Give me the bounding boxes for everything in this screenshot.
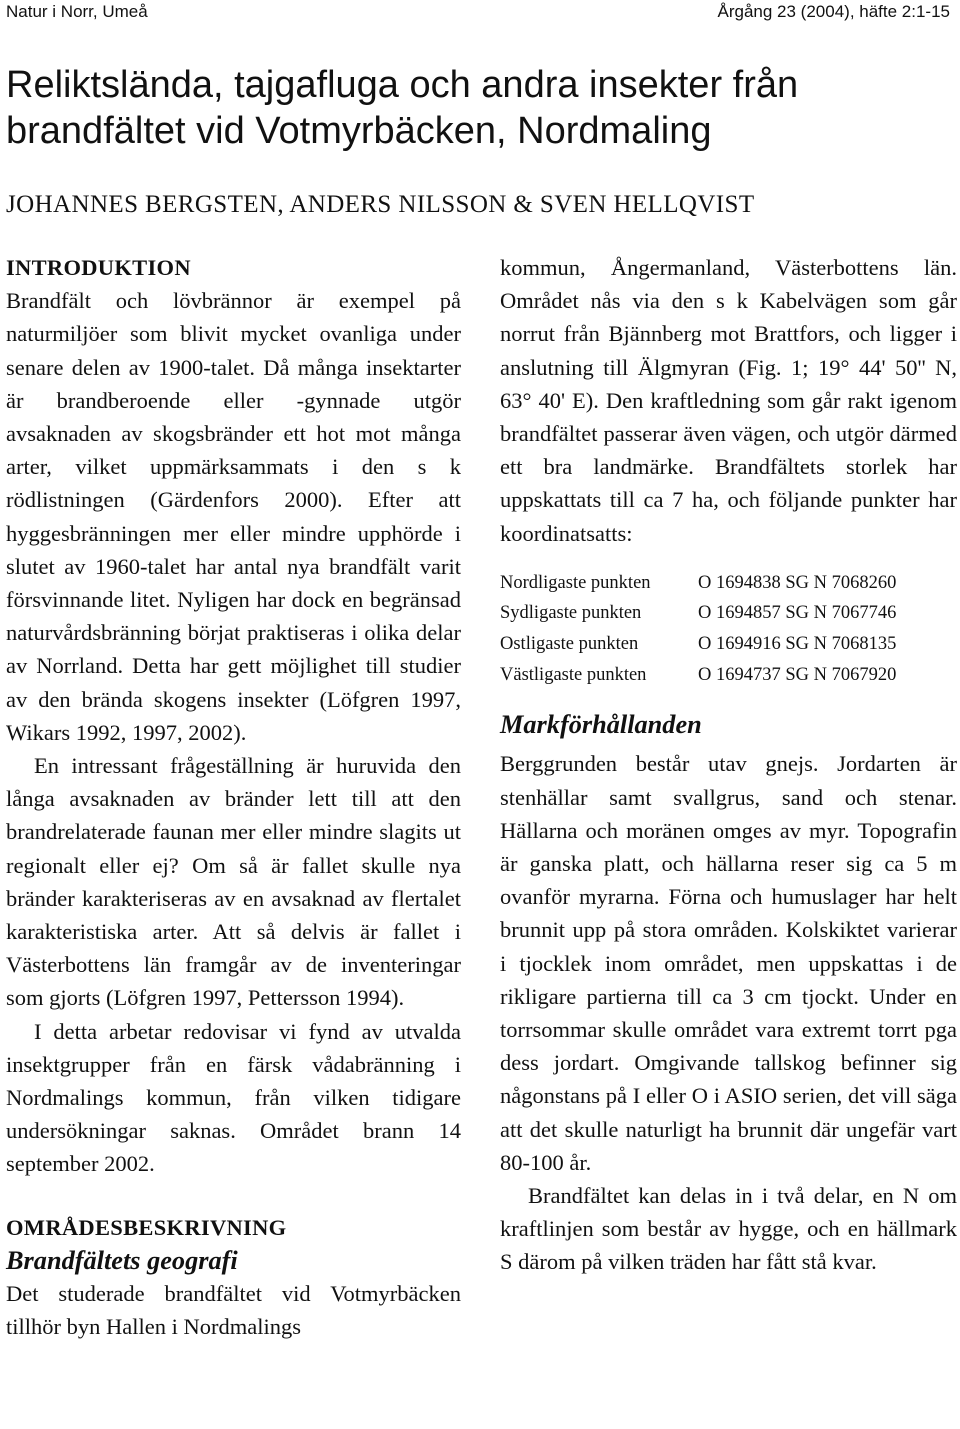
paragraph: Brandfältet kan delas in i två delar, en N om kraftlinjen som består av hygge, och en hällmark S därom på vilken träden har fått stå kvar. [500,1183,957,1275]
coordinates-table [500,568,896,690]
left-column [6,251,461,1344]
subheading-markforhallanden: Markförhållanden [500,710,702,740]
subheading-geografi: Brandfältets geografi [6,1245,238,1275]
right-column [500,251,957,1279]
coord-point: Nordligaste punkten [500,572,651,593]
coord-value: O 1694857 SG N 7067746 [698,603,897,624]
section-heading-omradesbeskrivning: OMRÅDESBESKRIVNING [6,1214,287,1240]
paragraph: En intressant frågeställning är huruvida den långa avsaknaden av bränder lett till att den brandrelaterade faunan mer eller mindre slagits ut regionalt eller ej? Om så är fallet skulle nya bränder karakteriseras av en avsaknad av flertalet karakteristiska arter. Att så delvis är fallet i Västerbottens län framgår av de inventeringar som gjorts (Löfgren 1997, Pettersson 1994). [6,753,461,1011]
coord-point: Västligaste punkten [500,664,647,685]
coord-point: Ostligaste punkten [500,634,639,655]
journal-name: Natur i Norr, Umeå [6,2,148,21]
paragraph: kommun, Ångermanland, Västerbottens län. Området nås via den s k Kabelvägen som går norrut från Bjännberg mot Brattfors, och ligger i anslutning till Älgmyran (Fig. 1; 19° 44' 50'' N, 63° 40' E). Den kraftledning som går rakt igenom brandfältet passerar även vägen, och utgör därmed ett bra landmärke. Brandfältets storlek har uppskattats till ca 7 ha, och följande punkter har koordinatsatts: [500,255,957,546]
spacer [500,690,957,708]
table-row [500,629,896,660]
authors: JOHANNES BERGSTEN, ANDERS NILSSON & SVEN HELLQVIST [6,191,755,218]
spacer [6,1181,461,1211]
coord-value: O 1694916 SG N 7068135 [698,634,897,655]
paragraph: Brandfält och lövbrännor är exempel på naturmiljöer som blivit mycket ovanliga under senare delen av 1900-talet. Då många insektarter är brandberoende eller -gynnade utgör avsaknaden av skogsbränder ett hot mot många arter, vilket uppmärksammats i den s k rödlistningen (Gärdenfors 2000). Efter att hyggesbränningen mer eller mindre upphörde i slutet av 1960-talet har antal nya brandfält varit försvinnande litet. Nyligen har dock en begränsad naturvårdsbränning börjat praktiseras i olika delar av Norrland. Detta har gett möjlighet till studier av den brända skogens insekter (Löfgren 1997, Wikars 1992, 1997, 2002). [6,288,461,745]
table-row [500,598,896,629]
coord-point: Sydligaste punkten [500,603,642,624]
coord-value: O 1694737 SG N 7067920 [698,664,897,685]
volume-issue: Årgång 23 (2004), häfte 2:1-15 [717,2,950,21]
title-line-2: brandfältet vid Votmyrbäcken, Nordmaling [6,110,712,152]
title-line-1: Reliktslända, tajgafluga och andra insekter från [6,64,799,106]
paragraph: Det studerade brandfältet vid Votmyrbäcken tillhör byn Hallen i Nordmalings [6,1281,461,1340]
spacer [500,550,957,568]
coord-value: O 1694838 SG N 7068260 [698,572,897,593]
paragraph: I detta arbetar redovisar vi fynd av utvalda insektgrupper från en färsk vådabränning i Nordmalings kommun, från vilken tidigare undersökningar saknas. Området brann 14 september 2002. [6,1018,461,1177]
article-title [6,62,946,154]
table-row [500,660,896,691]
paragraph: Berggrunden består utav gnejs. Jordarten är stenhällar samt svallgrus, sand och stenar. Hällarna och moränen omges av myr. Topografin är ganska platt, och hällarna reser sig ca 5 m ovanför myrarna. Förna och humuslager har helt brunnit upp på stora områden. Kolskiktet varierar i tjocklek inom området, men uppskattas i de rikligare partierna till ca 3 cm tjockt. Under en torrsommar skulle området vara extremt torrt pga dess jordart. Omgivande tallskog befinner sig någonstans på I eller O i ASIO serien, det vill säga att det skulle naturligt ha brunnit där ungefär vart 80-100 år. [500,751,957,1175]
section-heading-introduktion: INTRODUKTION [6,255,191,280]
table-row [500,568,896,599]
